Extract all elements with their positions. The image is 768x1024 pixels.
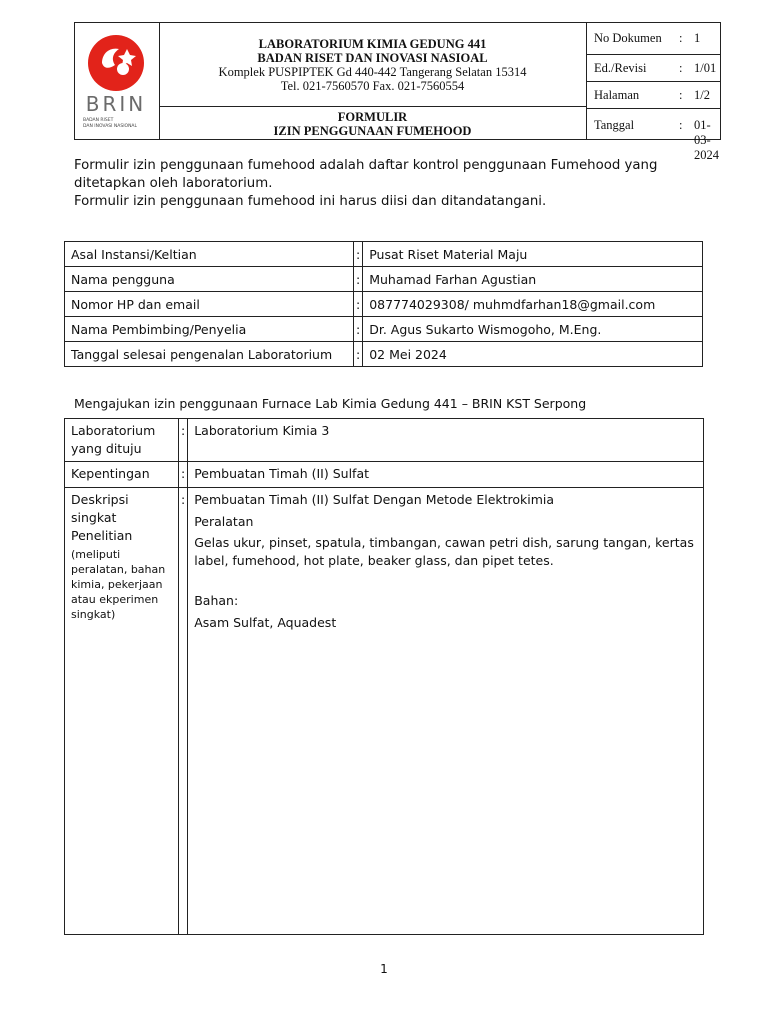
- table-row: [65, 292, 703, 317]
- lab-name: LABORATORIUM KIMIA GEDUNG 441: [258, 37, 487, 51]
- meta-row-date: [587, 109, 721, 162]
- lab-label: Laboratorium yang dituju: [65, 419, 179, 462]
- request-table: [64, 418, 704, 935]
- desc-label: Deskripsi singkat Penelitian: [71, 492, 133, 543]
- form-label: FORMULIR: [337, 110, 408, 124]
- field-sep: :: [354, 267, 363, 292]
- meta-row-doc: [587, 23, 721, 55]
- document-header: [74, 22, 721, 162]
- desc-title: Pembuatan Timah (II) Sulfat Dengan Metode Elektrokimia: [194, 492, 555, 507]
- intro-line-2: Formulir izin penggunaan fumehood ini harus diisi dan ditandatangani.: [74, 194, 547, 209]
- field-sep: :: [179, 462, 188, 488]
- intro-text: [74, 157, 714, 211]
- table-row: [65, 419, 704, 462]
- form-title-cell: [159, 107, 587, 139]
- table-row: [65, 242, 703, 267]
- request-intro: Mengajukan izin penggunaan Furnace Lab Kimia Gedung 441 – BRIN KST Serpong: [74, 396, 587, 411]
- meta-value: 1/2: [694, 88, 710, 102]
- logo-cell: [75, 23, 160, 139]
- logo-sub2: DAN INOVASI NASIONAL: [83, 124, 138, 129]
- meta-value: 1/01: [694, 61, 717, 75]
- desc-note: (meliputi peralatan, bahan kimia, pekerjaan atau ekperimen singkat): [71, 548, 166, 621]
- logo-text: BRIN: [85, 92, 147, 116]
- meta-row-revision: [587, 55, 721, 82]
- meta-key: Ed./Revisi: [594, 61, 647, 75]
- equipment-label: Peralatan: [194, 514, 254, 529]
- meta-sep: :: [679, 31, 683, 45]
- field-sep: :: [179, 419, 188, 462]
- intro-line-1: Formulir izin penggunaan fumehood adalah daftar kontrol penggunaan Fumehood yang ditetapkan oleh laboratorium.: [74, 158, 658, 191]
- lab-title-cell: [159, 23, 587, 107]
- brin-logo: [75, 23, 159, 139]
- meta-value: 01-03-2024: [694, 118, 719, 162]
- table-row: [65, 488, 704, 935]
- table-row: [65, 317, 703, 342]
- desc-value-cell: [188, 488, 704, 935]
- field-label: Asal Instansi/Keltian: [65, 242, 354, 267]
- field-value: Muhamad Farhan Agustian: [363, 267, 703, 292]
- identity-table: [64, 241, 703, 367]
- meta-sep: :: [679, 118, 683, 132]
- field-sep: :: [354, 317, 363, 342]
- page-number: 1: [380, 962, 388, 976]
- field-sep: :: [354, 342, 363, 367]
- meta-value: 1: [694, 31, 701, 45]
- lab-value: Laboratorium Kimia 3: [188, 419, 704, 462]
- logo-sub1: BADAN RISET: [83, 118, 114, 123]
- field-value: 087774029308/ muhmdfarhan18@gmail.com: [363, 292, 703, 317]
- meta-sep: :: [679, 61, 683, 75]
- table-row: [65, 267, 703, 292]
- agency-name: BADAN RISET DAN INOVASI NASIOAL: [257, 51, 488, 65]
- field-value: 02 Mei 2024: [363, 342, 703, 367]
- lab-phone: Tel. 021-7560570 Fax. 021-7560554: [280, 79, 465, 93]
- purpose-value: Pembuatan Timah (II) Sulfat: [188, 462, 704, 488]
- field-value: Pusat Riset Material Maju: [363, 242, 703, 267]
- meta-row-page: [587, 82, 721, 109]
- table-row: [65, 342, 703, 367]
- meta-sep: :: [679, 88, 683, 102]
- equipment-value: Gelas ukur, pinset, spatula, timbangan, cawan petri dish, sarung tangan, kertas label, fumehood, hot plate, beaker glass, dan pipet tetes.: [194, 535, 694, 568]
- field-sep: :: [354, 242, 363, 267]
- field-label: Nama Pembimbing/Penyelia: [65, 317, 354, 342]
- purpose-label: Kepentingan: [65, 462, 179, 488]
- table-row: [65, 462, 704, 488]
- field-sep: :: [354, 292, 363, 317]
- lab-address: Komplek PUSPIPTEK Gd 440-442 Tangerang Selatan 15314: [218, 65, 527, 79]
- meta-key: No Dokumen: [594, 31, 662, 45]
- meta-key: Tanggal: [594, 118, 635, 132]
- field-label: Tanggal selesai pengenalan Laboratorium: [65, 342, 354, 367]
- field-label: Nama pengguna: [65, 267, 354, 292]
- meta-key: Halaman: [594, 88, 640, 102]
- field-value: Dr. Agus Sukarto Wismogoho, M.Eng.: [363, 317, 703, 342]
- field-label: Nomor HP dan email: [65, 292, 354, 317]
- materials-label: Bahan:: [194, 593, 239, 608]
- field-sep: :: [179, 488, 188, 935]
- form-title: IZIN PENGGUNAAN FUMEHOOD: [273, 124, 472, 138]
- materials-value: Asam Sulfat, Aquadest: [194, 615, 337, 630]
- desc-label-cell: [65, 488, 179, 935]
